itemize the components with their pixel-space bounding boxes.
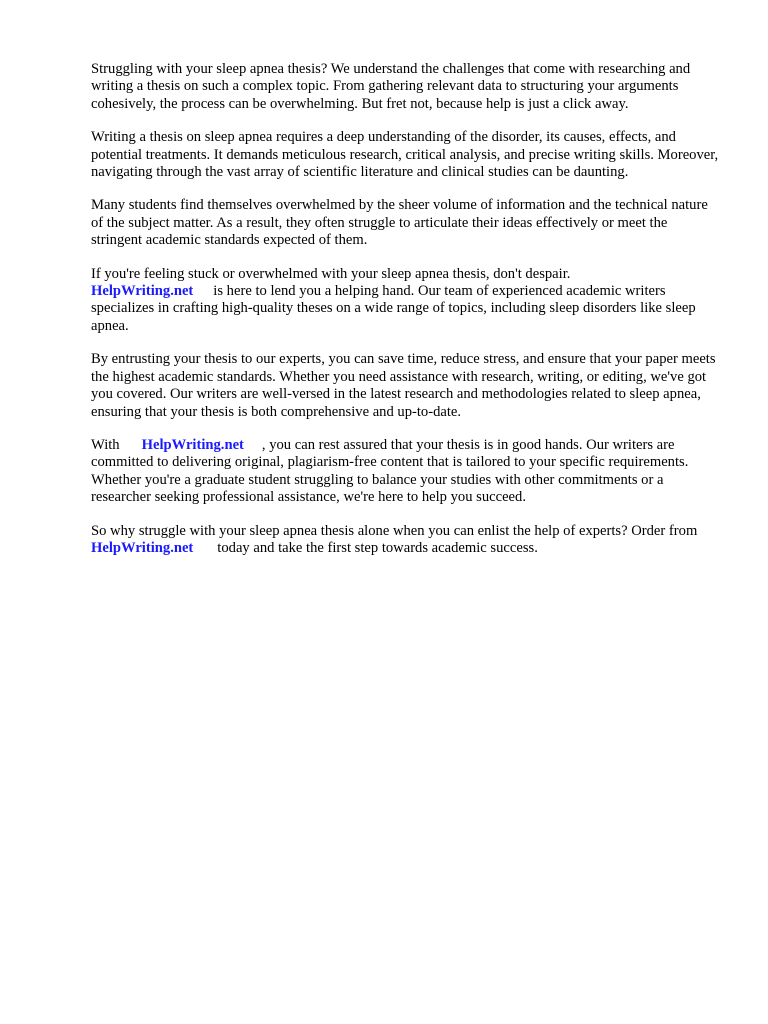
paragraph-assurance-rest: , you can rest assured that your thesis is in good hands. Our writers are committed to delivering original, plagiarism-free content that is tailored to your specific requirements. Whether you're a graduate student struggling to balance your studies with other commitments or a researcher seeking professional assistance, we're here to help you succeed. (91, 436, 689, 506)
paragraph-cta-lead: So why struggle with your sleep apnea thesis alone when you can enlist the help of experts? Order from (91, 522, 698, 539)
paragraph-benefits: By entrusting your thesis to our experts, you can save time, reduce stress, and ensure that your paper meets the highest academic standards. Whether you need assistance with research, writing, or editing, we've got you covered. Our writers are well-versed in the latest research and methodologies related to sleep apnea, ensuring that your thesis is both comprehensive and up-to-date. (91, 351, 716, 420)
paragraph-challenges: Many students find themselves overwhelmed by the sheer volume of information and the technical nature of the subject matter. As a result, they often struggle to articulate their ideas effectively or meet the stringent academic standards expected of them. (91, 197, 708, 249)
paragraph-assurance-lead: With (91, 436, 120, 453)
paragraph-cta-rest: today and take the first step towards academic success. (217, 539, 538, 556)
paragraph-cta (91, 523, 721, 558)
helpwriting-link[interactable]: HelpWriting.net (91, 283, 194, 300)
paragraph-intro: Struggling with your sleep apnea thesis? We understand the challenges that come with researching and writing a thesis on such a complex topic. From gathering relevant data to structuring your arguments cohesively, the process can be overwhelming. But fret not, because help is just a click away. (91, 61, 691, 112)
paragraph-requirements: Writing a thesis on sleep apnea requires a deep understanding of the disorder, its causes, effects, and potential treatments. It demands meticulous research, critical analysis, and precise writing skills. Moreover, navigating through the vast array of scientific literature and clinical studies can be daunting. (91, 129, 719, 181)
paragraph-offer-rest: is here to lend you a helping hand. Our team of experienced academic writers specializes in crafting high-quality theses on a wide range of topics, including sleep disorders like sleep apnea. (91, 283, 696, 334)
helpwriting-link[interactable]: HelpWriting.net (91, 539, 194, 556)
paragraph-offer (91, 266, 721, 336)
document-body (91, 61, 721, 573)
helpwriting-link[interactable]: HelpWriting.net (141, 436, 244, 453)
paragraph-offer-line1: If you're feeling stuck or overwhelmed with your sleep apnea thesis, don't despair. (91, 265, 571, 282)
paragraph-assurance (91, 437, 721, 507)
